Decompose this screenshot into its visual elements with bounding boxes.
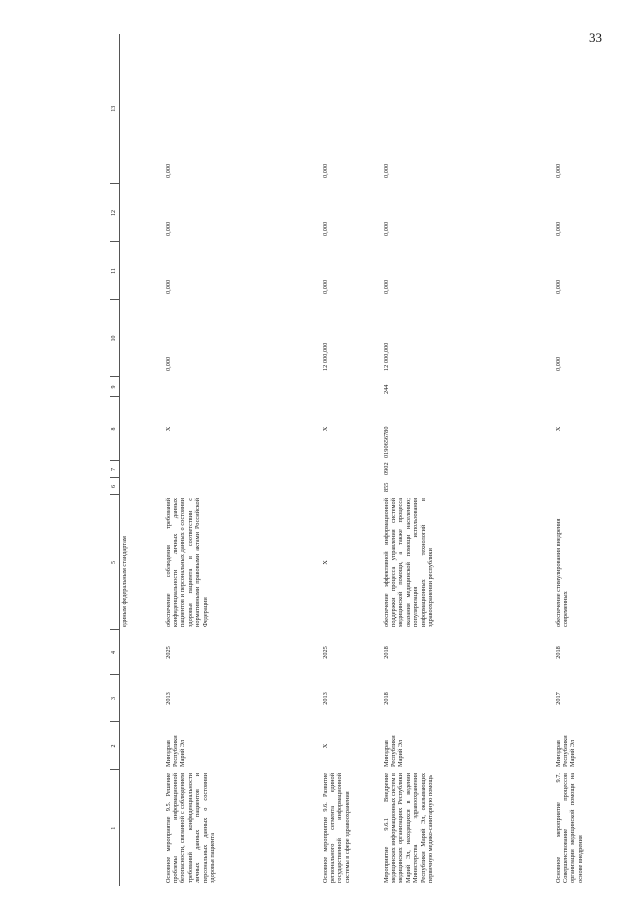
cell-executor: Минздрав Республики Марий Эл <box>164 735 187 767</box>
header-col-11: 11 <box>110 242 120 300</box>
cell-amount-1: 12 000,000 <box>321 342 329 371</box>
cell-activity: Основное мероприятие 9.6. Развитие регионального сегмента единой государственной информационной системы в сфере здравоохранения <box>321 773 351 883</box>
cell-amount-3: 0,000 <box>321 221 329 236</box>
cell-end-year: 2018 <box>554 646 562 659</box>
header-col-2: 2 <box>110 722 120 770</box>
cell-executor: Минздрав Республики Марий Эл <box>554 735 577 767</box>
cell-amount-3 <box>120 184 164 242</box>
cell-amount-3: 0,000 <box>164 221 172 236</box>
cell-grbs <box>120 478 164 495</box>
header-col-8: 8 <box>110 397 120 461</box>
cell-grbs <box>554 478 614 495</box>
cell-expected-result: X <box>321 560 329 565</box>
table-row <box>382 34 554 886</box>
cell-amount-4: 0,000 <box>554 163 562 178</box>
cell-amount-2: 0,000 <box>321 279 329 294</box>
cell-grbs <box>321 478 382 495</box>
header-col-9: 9 <box>110 377 120 397</box>
cell-amount-4: 0,000 <box>164 163 172 178</box>
cell-rzpr <box>120 461 164 478</box>
rotated-table-container <box>110 34 622 886</box>
cell-end-year: 2018 <box>382 646 390 659</box>
cell-amount-3: 0,000 <box>382 221 390 236</box>
cell-amount-4: 0,000 <box>382 163 390 178</box>
header-col-6: 6 <box>110 478 120 495</box>
cell-rzpr <box>554 461 614 478</box>
cell-amount-2: 0,000 <box>382 279 390 294</box>
cell-start-year: 2017 <box>554 692 562 705</box>
header-col-12: 12 <box>110 184 120 242</box>
cell-vr <box>164 377 321 397</box>
cell-end-year: 2025 <box>164 646 172 659</box>
cell-rzpr: 0902 <box>382 462 390 475</box>
cell-amount-2: 0,000 <box>164 279 172 294</box>
cell-grbs: 855 <box>382 482 390 492</box>
header-col-10: 10 <box>110 300 120 377</box>
cell-end-year: 2025 <box>321 646 329 659</box>
header-col-3: 3 <box>110 675 120 722</box>
table-row <box>164 34 321 886</box>
cell-amount-4: 0,000 <box>321 163 329 178</box>
header-col-4: 4 <box>110 630 120 675</box>
cell-executor <box>120 722 164 770</box>
cell-activity <box>120 770 164 886</box>
cell-start-year <box>120 675 164 722</box>
cell-grbs <box>164 478 321 495</box>
cell-amount-1: 0,000 <box>554 356 562 371</box>
cell-activity: Основное мероприятие 9.7. Совершенствование процессов организации медицинской помощи на основе внедрения <box>554 773 584 883</box>
cell-amount-2: 0,000 <box>554 279 562 294</box>
header-col-7: 7 <box>110 461 120 478</box>
cell-vr <box>120 377 164 397</box>
cell-expected-result: обеспечение эффективной информационной поддержки процесса управления системой медицинской помощи, а также процесса оказания медицинской помощи населению; популяризация использования информационных технологий в здравоохранении республики <box>382 498 435 627</box>
cell-activity: Основное мероприятие 9.5. Решение проблемы информационной безопасности, связанной с соблюдением требований конфиденциальности личных данных пациентов и персональных данных о состоянии здоровья пациента <box>164 773 217 883</box>
cell-expected-result: единым федеральным стандартам <box>121 536 128 627</box>
cell-vr: 244 <box>382 384 390 394</box>
cell-amount-3: 0,000 <box>554 221 562 236</box>
cell-csr: X <box>554 426 562 432</box>
table-row <box>120 34 164 886</box>
column-number-row <box>110 34 120 886</box>
cell-end-year <box>120 630 164 675</box>
cell-start-year: 2013 <box>321 692 329 705</box>
cell-vr <box>321 377 382 397</box>
cell-start-year: 2018 <box>382 692 390 705</box>
cell-rzpr <box>164 461 321 478</box>
program-table <box>110 34 614 886</box>
cell-csr: 0190656780 <box>382 426 390 458</box>
table-row <box>321 34 382 886</box>
cell-csr <box>120 397 164 461</box>
cell-vr <box>554 377 614 397</box>
page-number: 33 <box>589 30 602 45</box>
cell-amount-1 <box>120 300 164 377</box>
cell-expected-result: обеспечение стимулирования внедрения современных <box>554 518 569 627</box>
table-row <box>554 34 614 886</box>
cell-executor: Минздрав Республики Марий Эл <box>382 735 405 767</box>
cell-csr: X <box>164 426 172 432</box>
header-col-1: 1 <box>110 770 120 886</box>
cell-csr: X <box>321 426 329 432</box>
cell-activity: Мероприятие 9.6.1 Внедрение медицинских информационных систем в медицинских организациях Республики Марий Эл, находящихся в ведении Министерства здравоохранения Республики Марий Эл, оказывающих первичную медико-санитарную помощь <box>382 773 435 883</box>
cell-executor: X <box>321 743 329 749</box>
header-col-13: 13 <box>110 34 120 184</box>
cell-start-year: 2013 <box>164 692 172 705</box>
header-col-5: 5 <box>110 495 120 630</box>
cell-amount-1: 12 000,000 <box>382 342 390 371</box>
cell-rzpr <box>321 461 382 478</box>
cell-amount-2 <box>120 242 164 300</box>
cell-amount-1: 0,000 <box>164 356 172 371</box>
cell-expected-result: обеспечение соблюдения требований конфиденциальности личных данных пациентов и персональных данных о состоянии здоровья пациента в соответствии с нормативными правовыми актами Российской Федерации <box>164 498 209 627</box>
cell-amount-4 <box>120 34 164 184</box>
